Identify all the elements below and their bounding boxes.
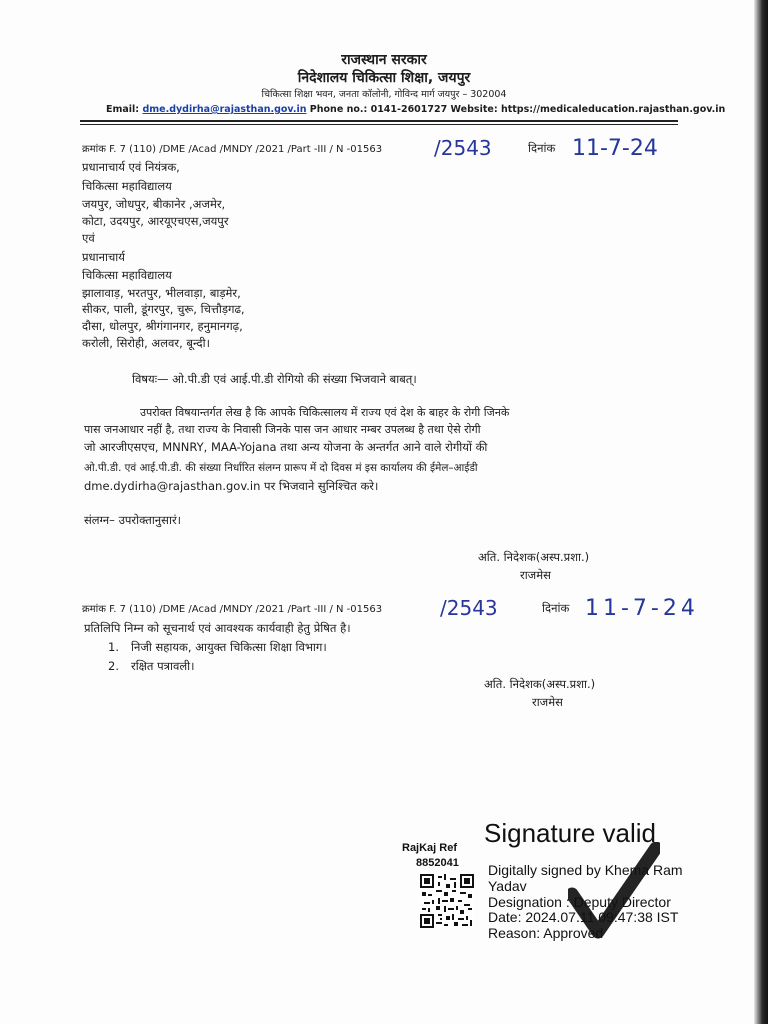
- contact-line: [106, 104, 725, 115]
- date-handwritten: 11-7-24: [572, 136, 658, 161]
- copy-signatory-title: अति. निदेशक(अस्प.प्रशा.): [484, 677, 596, 691]
- signature-detail-line: Reason: Approved: [488, 925, 604, 941]
- reference-line: [82, 141, 382, 155]
- addressee-line: प्रधानाचार्य: [82, 250, 125, 264]
- copy-item-text: निजी सहायक, आयुक्त चिकित्सा शिक्षा विभाग।: [131, 640, 327, 654]
- copy-date-handwritten: 11-7-24: [585, 596, 699, 621]
- addressee-line: सीकर, पाली, डूंगरपुर, चुरू, चित्तौड़गढ,: [82, 302, 245, 316]
- body-line: उपरोक्त विषयान्तर्गत लेख है कि आपके चिकित्सालय में राज्य एवं देश के बाहर के रोगी जिनके: [140, 406, 510, 419]
- copy-reference-handwritten: /2543: [440, 596, 498, 620]
- signature-detail-line: Yadav: [488, 878, 527, 894]
- website-label: Website:: [450, 104, 498, 115]
- date-label: दिनांक: [528, 141, 556, 155]
- addressee-line: चिकित्सा महाविद्यालय: [82, 179, 172, 193]
- signatory-title: अति. निदेशक(अस्प.प्रशा.): [478, 550, 590, 564]
- copy-signatory-org: राजमेस: [532, 695, 563, 709]
- signatory-org: राजमेस: [520, 568, 551, 582]
- signature-detail-line: Designation : Deputy Director: [488, 894, 671, 910]
- reference-handwritten: /2543: [434, 136, 492, 160]
- copy-item-number: 2.: [108, 659, 119, 673]
- copy-item-number: 1.: [108, 640, 119, 654]
- reference-prefix: क्रमांक: [82, 604, 106, 615]
- signature-valid-heading: Signature valid: [484, 818, 656, 848]
- subject-line: विषयः— ओ.पी.डी एवं आई.पी.डी रोगियो की संख्या भिजवाने बाबत्।: [132, 372, 417, 386]
- header-rule-thick: [80, 120, 678, 122]
- signature-detail-line: Date: 2024.07.11 09:47:38 IST: [488, 909, 679, 925]
- website-link[interactable]: https://medicaleducation.rajasthan.gov.in: [500, 104, 726, 115]
- enclosure-note: संलग्न– उपरोक्तानुसारं।: [84, 513, 182, 527]
- addressee-line: जयपुर, जोधपुर, बीकानेर ,अजमेर,: [82, 197, 226, 211]
- addressee-line: कोटा, उदयपुर, आरयूएचएस,जयपुर: [82, 214, 229, 228]
- body-line: पास जनआधार नहीं है, तथा राज्य के निवासी जिनके पास जन आधार नम्बर उपलब्ध है तथा ऐसे रोगी: [84, 423, 481, 436]
- checkmark-icon: [568, 842, 660, 940]
- copy-reference-line: [82, 601, 382, 615]
- phone-label: Phone no.:: [309, 104, 368, 115]
- phone-number: 0141-2601727: [370, 104, 448, 115]
- copy-date-label: दिनांक: [542, 601, 570, 615]
- copy-intro: प्रतिलिपि निम्न को सूचनार्थ एवं आवश्यक कार्यवाही हेतु प्रेषित है।: [84, 621, 351, 635]
- reference-prefix: क्रमांक: [82, 144, 106, 155]
- rajkaj-label: RajKaj Ref: [402, 842, 458, 854]
- addressee-line: दौसा, धोलपुर, श्रीगंगानगर, हनुमानगढ़,: [82, 319, 243, 333]
- body-line: जो आरजीएसएच, MNNRY, MAA-Yojana तथा अन्य योजना के अन्तर्गत आने वाले रोगीयों की: [84, 440, 488, 454]
- header-rule-thin: [80, 124, 678, 125]
- email-link[interactable]: dme.dydirha@rajasthan.gov.in: [142, 104, 307, 115]
- reference-number: F. 7 (110) /DME /Acad /MNDY /2021 /Part -III / N -01563: [109, 604, 383, 615]
- page-edge-shadow: [754, 0, 768, 1024]
- addressee-line: करोली, सिरोही, अलवर, बून्दी।: [82, 336, 210, 350]
- qr-code: [420, 874, 474, 928]
- email-label: Email:: [106, 104, 140, 115]
- reference-number: F. 7 (110) /DME /Acad /MNDY /2021 /Part -III / N -01563: [109, 144, 383, 155]
- body-line: ओ.पी.डी. एवं आई.पी.डी. की संख्या निर्धारित संलग्न प्रारूप में दो दिवस मं इस कार्यालय की ईमेल–आईडी: [84, 462, 478, 474]
- directorate-address: चिकित्सा शिक्षा भवन, जनता कॉलोनी, गोविन्द मार्ग जयपुर – 302004: [261, 89, 507, 100]
- signature-detail-line: Digitally signed by Khema Ram: [488, 862, 683, 878]
- addressee-line: एवं: [82, 231, 95, 245]
- body-line: dme.dydirha@rajasthan.gov.in पर भिजवाने सुनिश्चित करे।: [84, 479, 379, 493]
- addressee-line: प्रधानाचार्य एवं नियंत्रक,: [82, 160, 180, 174]
- copy-item-text: रक्षित पत्रावली।: [131, 659, 195, 673]
- govt-title: राजस्थान सरकार: [341, 52, 427, 68]
- addressee-line: झालावाड़, भरतपुर, भीलवाड़ा, बाड़मेर,: [82, 286, 241, 300]
- addressee-line: चिकित्सा महाविद्यालय: [82, 268, 172, 282]
- rajkaj-number: 8852041: [416, 857, 459, 869]
- directorate-title: निदेशालय चिकित्सा शिक्षा, जयपुर: [297, 70, 471, 86]
